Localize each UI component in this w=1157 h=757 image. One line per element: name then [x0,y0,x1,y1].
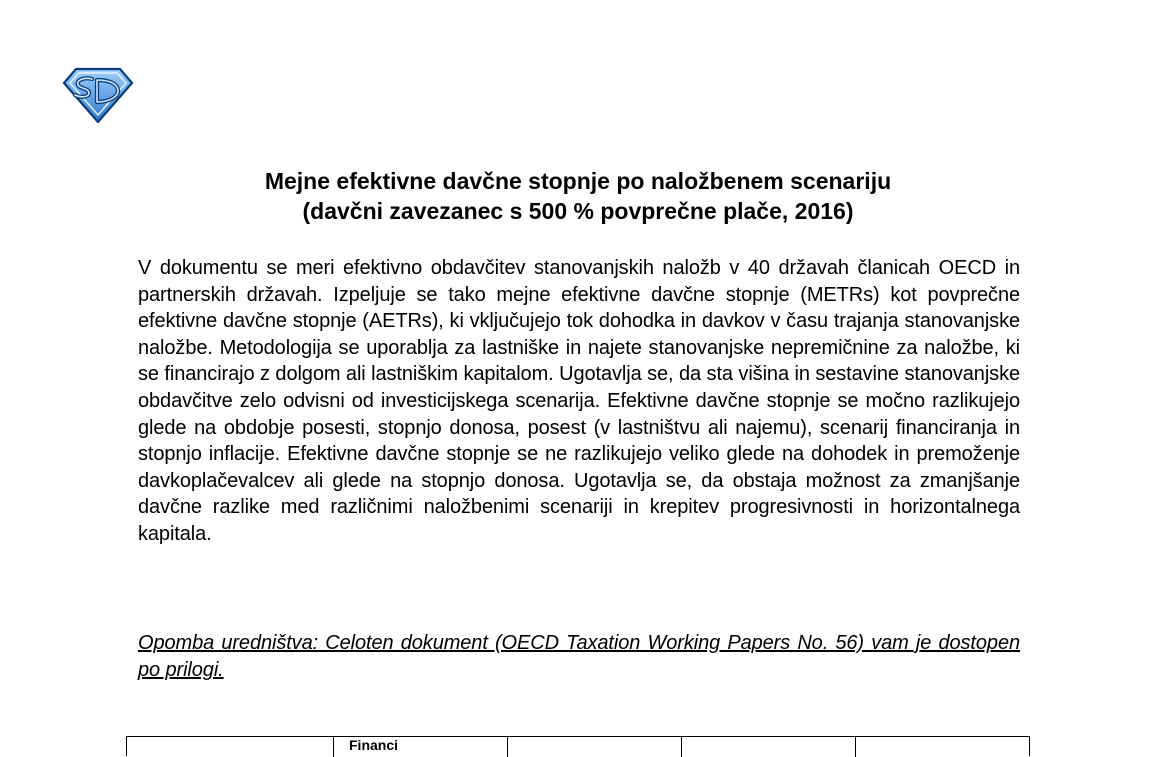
table-column-divider [855,737,856,757]
table-column-divider [507,737,508,757]
sd-emblem-icon [62,66,134,124]
table-header-cell: Financi [349,737,399,753]
document-title [136,166,1020,226]
title-line-1: Mejne efektivne davčne stopnje po naložbenem scenariju [264,168,892,194]
editor-note-link[interactable]: Opomba uredništva: Celoten dokument (OECD Taxation Working Papers No. 56) vam je dostopen po prilogi. [138,632,1020,681]
title-line-2: (davčni zavezanec s 500 % povprečne plače, 2016) [302,198,854,224]
data-table [126,736,1030,756]
table-column-divider [333,737,334,757]
logo [62,66,134,124]
table-column-divider [681,737,682,757]
abstract-paragraph: V dokumentu se meri efektivno obdavčitev stanovanjskih naložb v 40 državah članicah OECD in partnerskih državah. Izpeljuje se tako mejne efektivne davčne stopnje (METRs) kot povprečne efektivne davčne stopnje (AETRs), ki vključujejo tok dohodka in davkov v času trajanja stanovanjske naložbe. Metodologija se uporablja za lastniške in najete stanovanjske nepremičnine za naložbe, ki se financirajo z dolgom ali lastniškim kapitalom. Ugotavlja se, da sta višina in sestavine stanovanjske obdavčitve zelo odvisni od investicijskega scenarija. Efektivne davčne stopnje se močno razlikujejo glede na obdobje posesti, stopnjo donosa, posest (v lastništvu ali najemu), scenarij financiranja in stopnjo inflacije. Efektivne davčne stopnje se ne razlikujejo veliko glede na dohodek in premoženje davkoplačevalcev ali glede na stopnjo donosa. Ugotavlja se, da obstaja možnost za zmanjšanje davčne razlike med različnimi naložbenimi scenariji in krepitev progresivnosti in horizontalnega kapitala. [138,257,1020,545]
